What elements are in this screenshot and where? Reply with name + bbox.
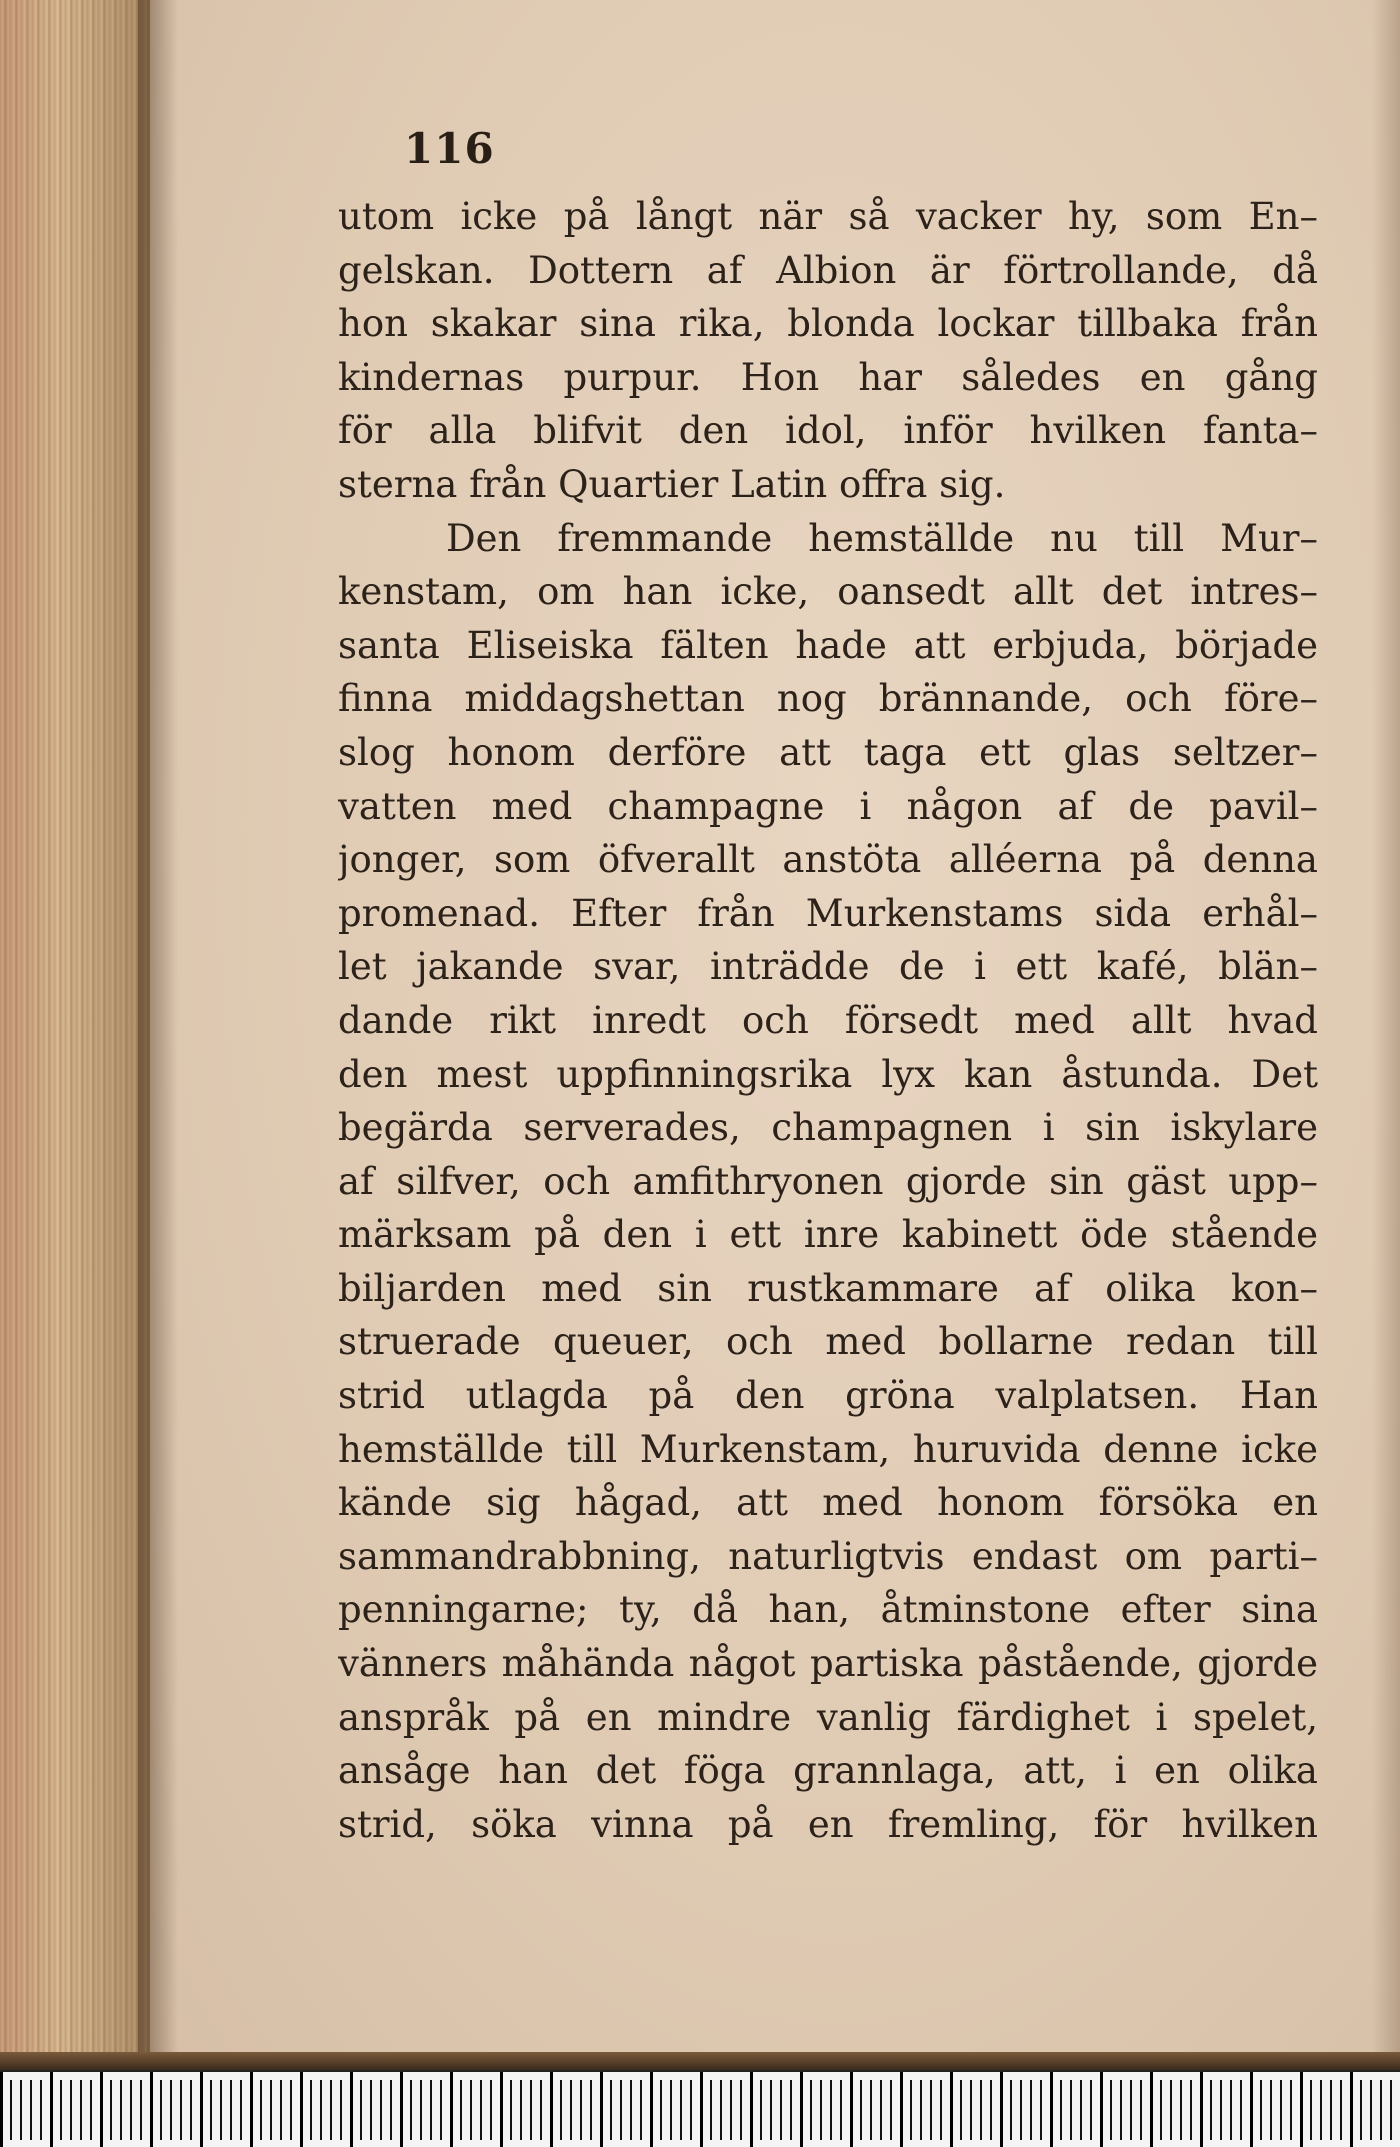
text-line: finna middagshettan nog brännande, och före– — [338, 677, 1318, 721]
text-line: vänners måhända något partiska påstående, gjorde — [338, 1642, 1318, 1686]
text-line: dande rikt inredt och försedt med allt hvad — [338, 998, 1318, 1042]
text-line: biljarden med sin rustkammare af olika kon– — [338, 1266, 1318, 1310]
text-line: sammandrabbning, naturligtvis endast om parti– — [338, 1534, 1318, 1578]
text-line: struerade queuer, och med bollarne redan till — [338, 1320, 1318, 1364]
page-right-shadow — [1372, 0, 1400, 2060]
text-line: ansåge han det föga grannlaga, att, i en olika — [338, 1749, 1318, 1793]
page-number: 116 — [404, 124, 495, 173]
text-line: santa Eliseiska fälten hade att erbjuda, började — [338, 623, 1318, 667]
text-line: promenad. Efter från Murkenstams sida erhål– — [338, 891, 1318, 935]
text-line: begärda serverades, champagnen i sin iskylare — [338, 1106, 1318, 1150]
text-line: jonger, som öfverallt anstöta alléerna på denna — [338, 838, 1318, 882]
text-line: för alla blifvit den idol, inför hvilken fanta– — [338, 409, 1318, 453]
text-line: utom icke på långt när så vacker hy, som En– — [338, 195, 1318, 238]
book-page-edges — [0, 0, 150, 2060]
text-line: penningarne; ty, då han, åtminstone efter sina — [338, 1588, 1318, 1632]
text-line: strid utlagda på den gröna valplatsen. Han — [338, 1374, 1318, 1418]
ruler-major-ticks — [0, 2072, 1400, 2147]
text-line: strid, söka vinna på en fremling, för hvilken — [338, 1802, 1318, 1846]
text-line: hemställde till Murkenstam, huruvida denne icke — [338, 1427, 1318, 1471]
text-line: märksam på den i ett inre kabinett öde stående — [338, 1213, 1318, 1257]
text-line: gelskan. Dottern af Albion är förtrollande, då — [338, 248, 1318, 292]
text-line: kände sig hågad, att med honom försöka en — [338, 1481, 1318, 1525]
text-line: slog honom derföre att taga ett glas seltzer– — [338, 730, 1318, 774]
text-line: vatten med champagne i någon af de pavil– — [338, 784, 1318, 828]
text-line: sterna från Quartier Latin offra sig. — [338, 462, 1006, 506]
text-line: let jakande svar, inträdde de i ett kafé, blän– — [338, 945, 1318, 989]
book-bottom-edge — [0, 2052, 1400, 2070]
text-line: anspråk på en mindre vanlig färdighet i spelet, — [338, 1695, 1318, 1739]
text-line: kenstam, om han icke, oansedt allt det intres– — [338, 570, 1318, 614]
spine-shadow — [138, 0, 178, 2060]
scale-ruler — [0, 2070, 1400, 2147]
text-line: den mest uppfinningsrika lyx kan åstunda. Det — [338, 1052, 1318, 1096]
text-line: Den fremmande hemställde nu till Mur– — [446, 516, 1318, 560]
text-line: kindernas purpur. Hon har således en gång — [338, 355, 1318, 399]
body-text — [338, 190, 1318, 1851]
text-line: af silfver, och amfithryonen gjorde sin gäst upp– — [338, 1159, 1318, 1203]
text-line: hon skakar sina rika, blonda lockar tillbaka från — [338, 302, 1318, 346]
